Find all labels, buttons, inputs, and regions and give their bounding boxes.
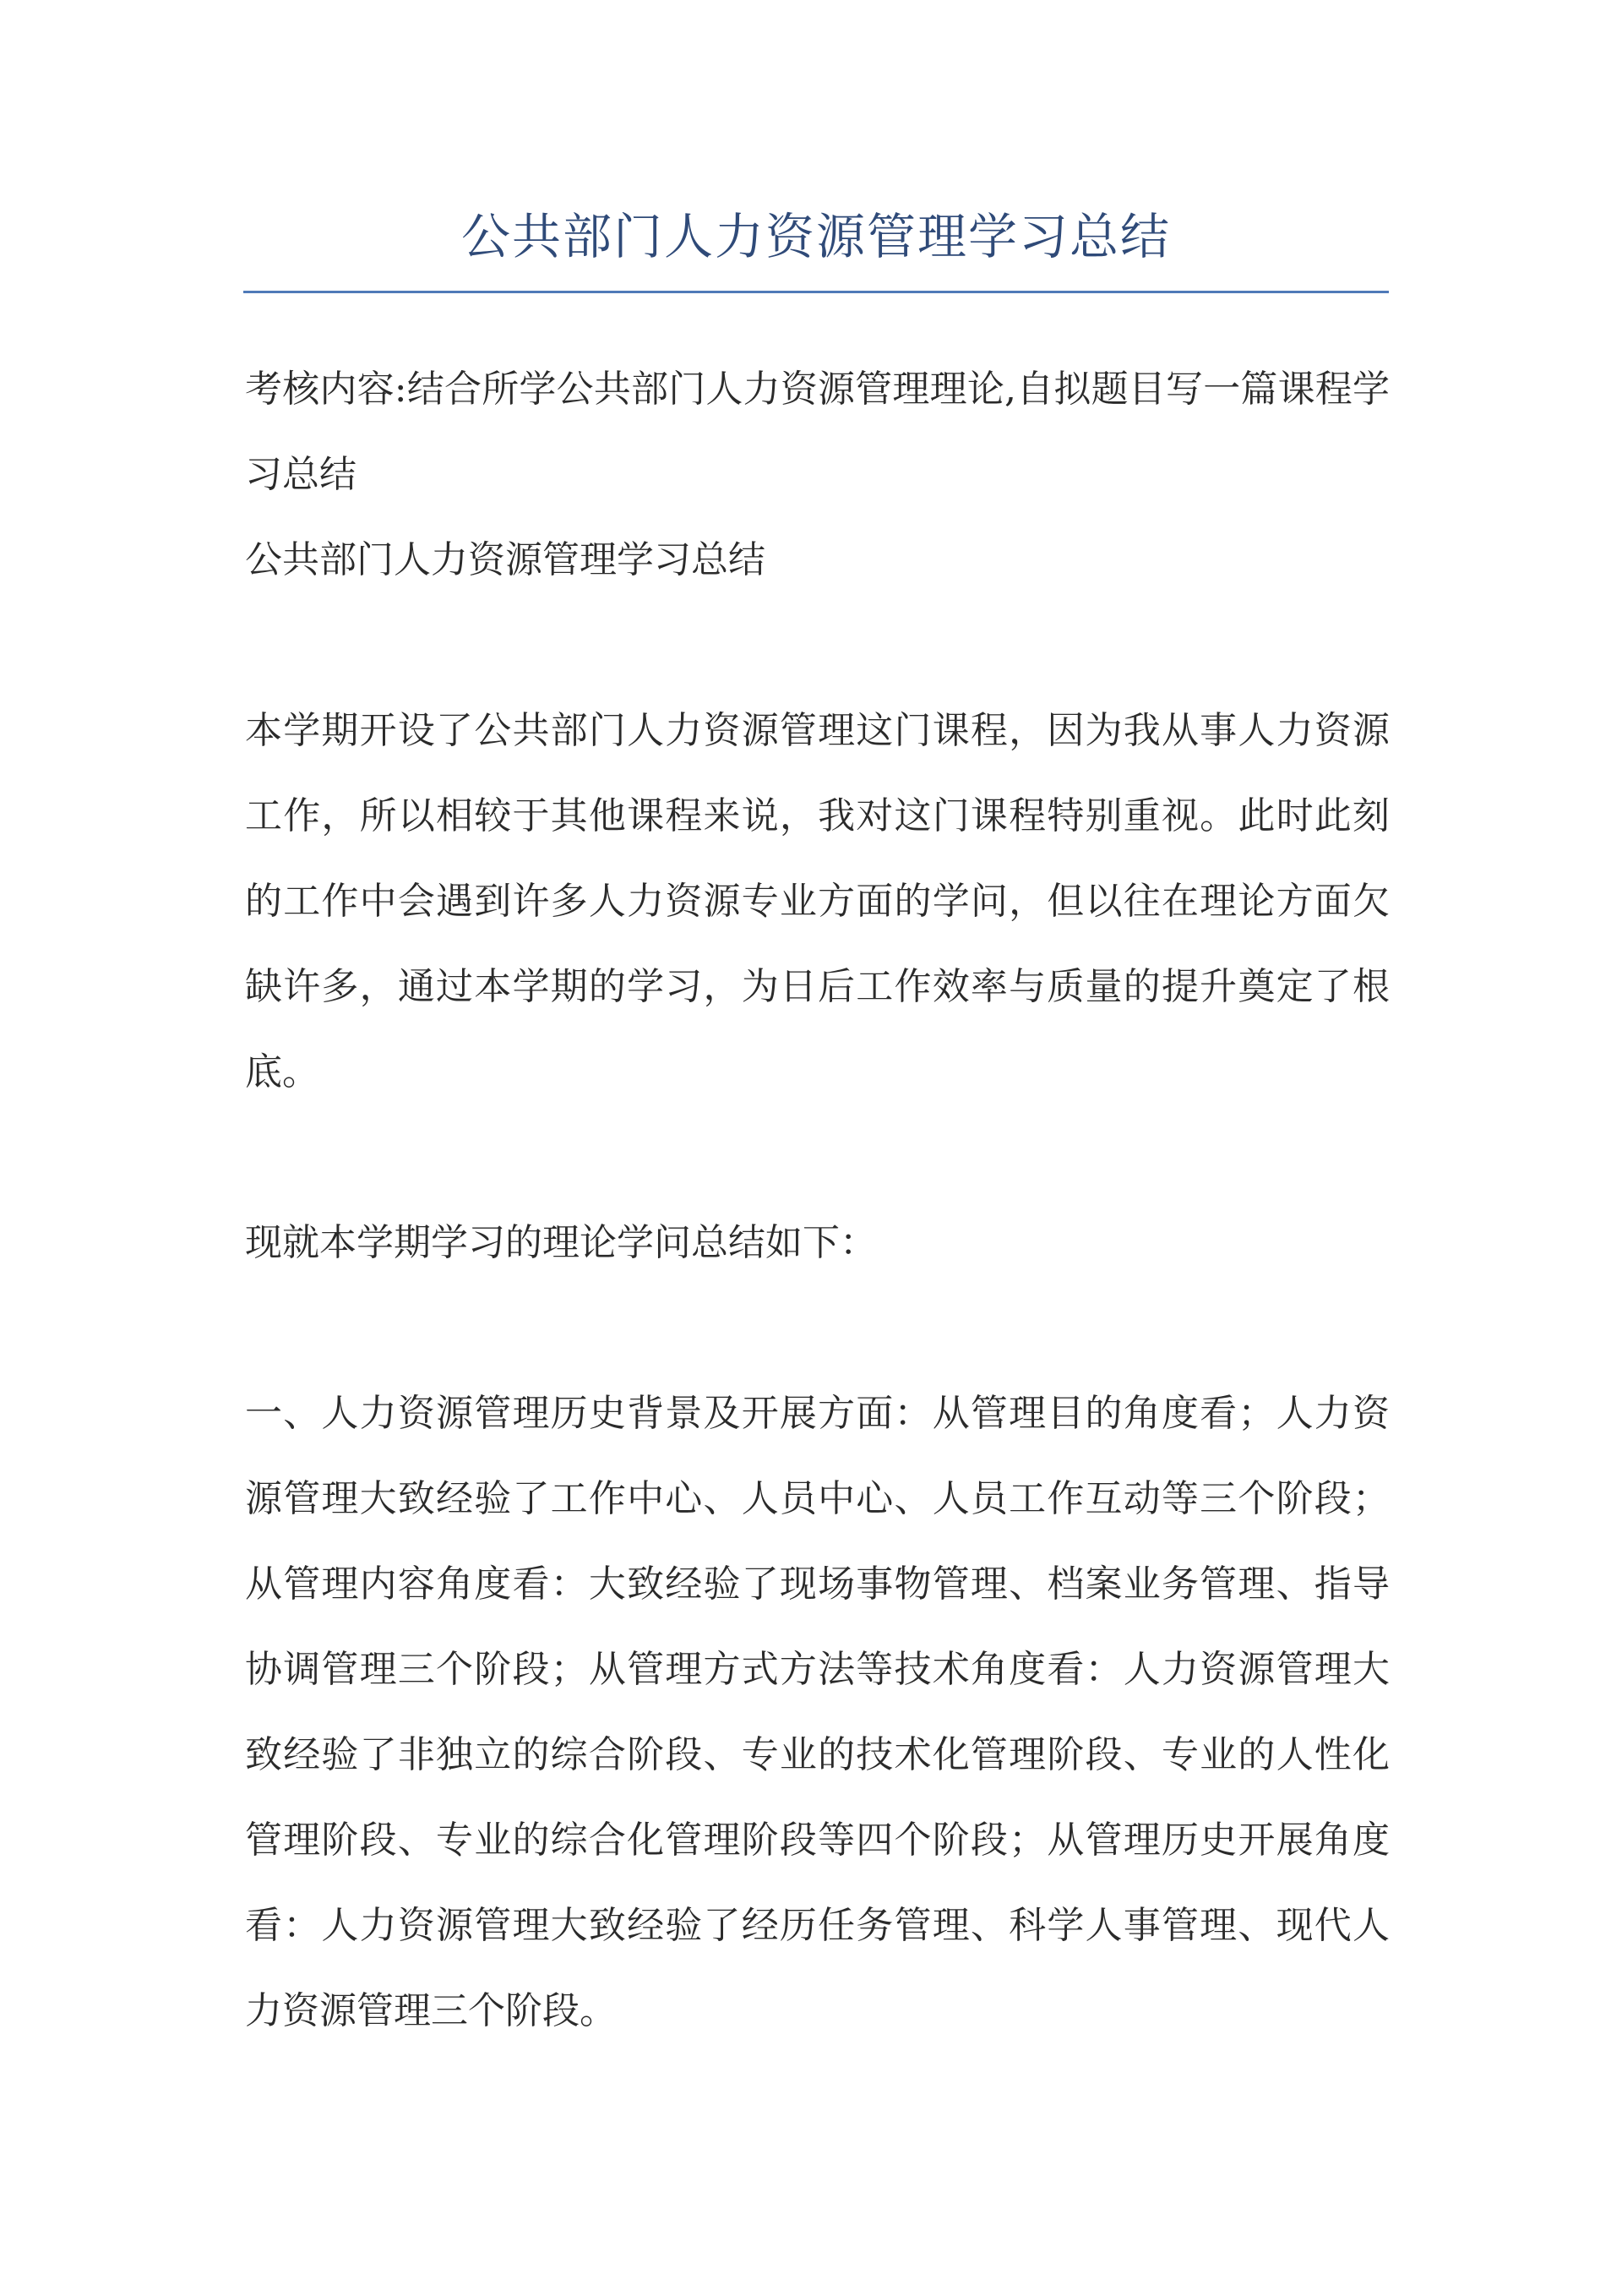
- blank-line: [245, 603, 1390, 688]
- document-title: 公共部门人力资源管理学习总结: [460, 208, 1171, 265]
- document-body: [245, 346, 1390, 2053]
- intro-paragraph: 本学期开设了公共部门人力资源管理这门课程，因为我从事人力资源工作，所以相较于其他课程来说，我对这门课程特别重视。此时此刻的工作中会遇到许多人力资源专业方面的学问，但以往在理论方面欠缺许多，通过本学期的学习，为日后工作效率与质量的提升奠定了根底。: [245, 709, 1390, 1093]
- assessment-paragraph: 考核内容:结合所学公共部门人力资源管理理论,自拟题目写一篇课程学习总结: [245, 368, 1390, 496]
- blank-line: [245, 1115, 1390, 1200]
- summary-lead-paragraph: 现就本学期学习的理论学问总结如下：: [245, 1221, 877, 1264]
- title-underline: [243, 291, 1389, 293]
- subtitle-paragraph: 公共部门人力资源管理学习总结: [245, 538, 765, 581]
- blank-line: [245, 1285, 1390, 1371]
- section-one-paragraph: 一、人力资源管理历史背景及开展方面：从管理目的角度看；人力资源管理大致经验了工作中心、人员中心、人员工作互动等三个阶段；从管理内容角度看：大致经验了现场事物管理、档案业务管理、指导协调管理三个阶段；从管理方式方法等技术角度看：人力资源管理大致经验了非独立的综合阶段、专业的技术化管理阶段、专业的人性化管理阶段、专业的综合化管理阶段等四个阶段；从管理历史开展角度看：人力资源管理大致经验了经历任务管理、科学人事管理、现代人力资源管理三个阶段。: [245, 1392, 1390, 2032]
